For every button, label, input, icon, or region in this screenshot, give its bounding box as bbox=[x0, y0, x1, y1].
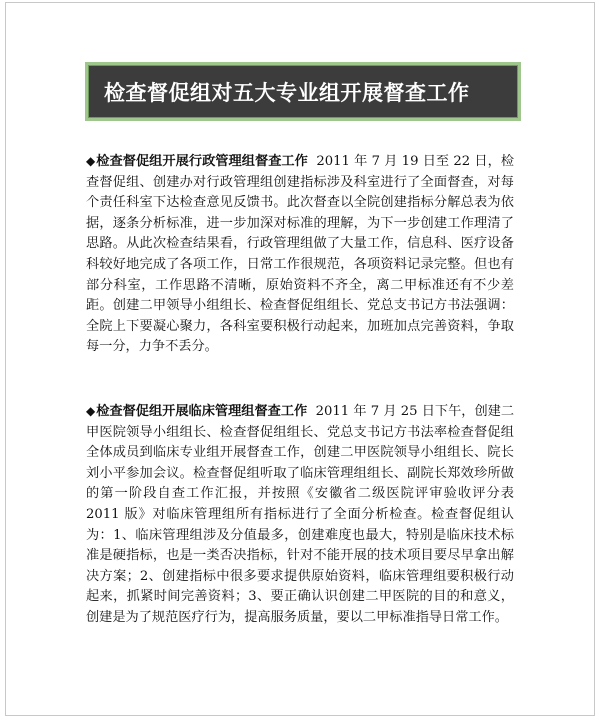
title-banner bbox=[85, 62, 521, 121]
section-paragraph bbox=[86, 401, 514, 629]
section-clinical bbox=[86, 401, 514, 629]
section-heading: 检查督促组开展行政管理组督查工作 bbox=[96, 154, 308, 169]
section-heading: 检查督促组开展临床管理组督查工作 bbox=[96, 404, 308, 419]
section-administrative bbox=[86, 151, 514, 358]
diamond-bullet-icon: ◆ bbox=[86, 154, 96, 168]
section-body: 2011 年 7 月 25 日下午，创建二甲医院领导小组组长、检查督促组组长、党总支书记方书法率检查督促组全体成员到临床专业组开展督查工作，创建二甲医院领导小组组长、院长刘小平参加会议。检查督促组听取了临床管理组组长、副院长郑效珍所做的第一阶段自查工作汇报，并按照《安徽省二级医院评审验收评分表 2011 版》对临床管理组所有指标进行了全面分析检查。检查督促组认为：1、临床管理组涉及分值最多，创建难度也最大，特别是临床技术标准是硬指标，也是一类否决指标，针对不能开展的技术项目要尽早拿出解决方案；2、创建指标中很多要求提供原始资料，临床管理组要积极行动起来，抓紧时间完善资料；3、要正确认识创建二甲医院的目的和意义，创建是为了规范医疗行为，提高服务质量，要以二甲标准指导日常工作。 bbox=[86, 404, 515, 625]
page-title: 检查督促组对五大专业组开展督查工作 bbox=[104, 80, 470, 105]
section-body: 2011 年 7 月 19 日至 22 日，检查督促组、创建办对行政管理组创建指标涉及科室进行了全面督查，对每个责任科室下达检查意见反馈书。此次督查以全院创建指标分解总表为依据，逐条分析标准，进一步加深对标准的理解，为下一步创建工作理清了思路。从此次检查结果看，行政管理组做了大量工作，信息科、医疗设备科较好地完成了各项工作，日常工作很规范，各项资料记录完整。但也有部分科室，工作思路不清晰，原始资料不齐全，离二甲标准还有不少差距。创建二甲领导小组组长、检查督促组组长、党总支书记方书法强调：全院上下要凝心聚力，各科室要积极行动起来，加班加点完善资料，争取每一分，力争不丢分。 bbox=[86, 154, 515, 355]
diamond-bullet-icon: ◆ bbox=[86, 404, 96, 418]
section-paragraph bbox=[86, 151, 514, 358]
